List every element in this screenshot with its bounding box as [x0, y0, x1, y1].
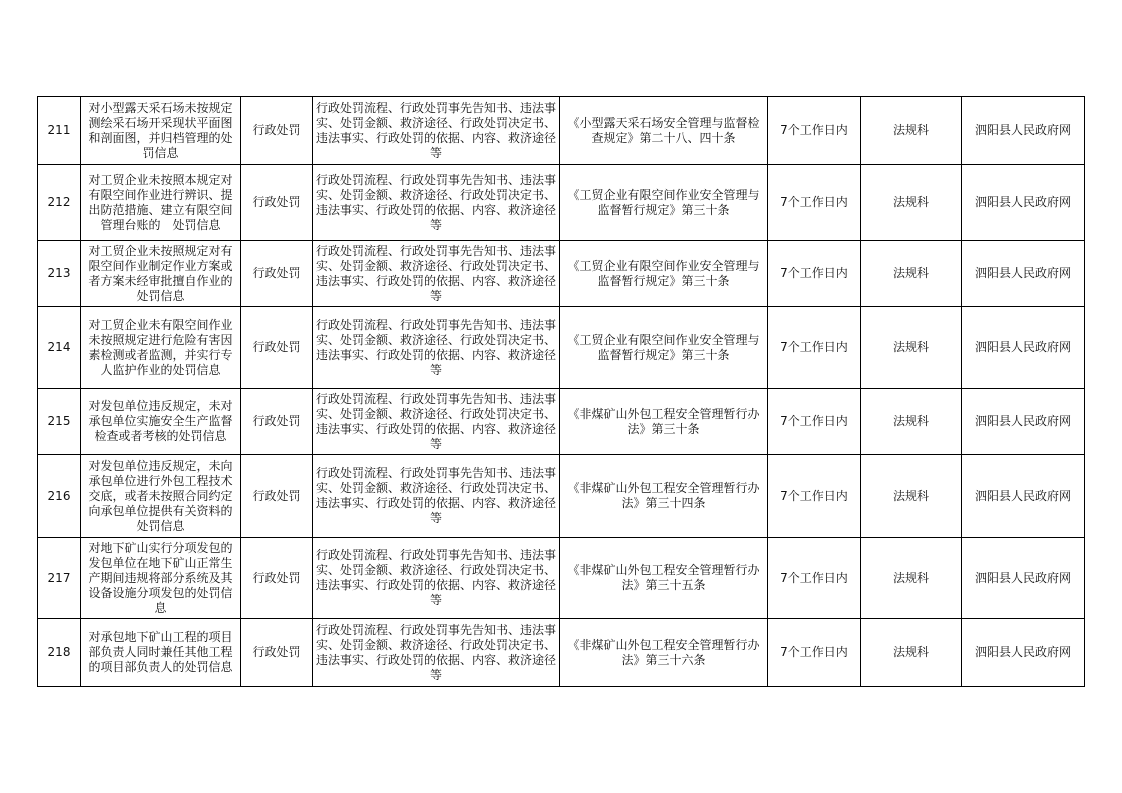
department-cell: 法规科 — [861, 619, 962, 687]
publish-site-cell: 泗阳县人民政府网 — [962, 97, 1085, 165]
row-number-cell: 218 — [38, 619, 81, 687]
category-cell: 行政处罚 — [241, 538, 313, 619]
legal-basis-cell: 《非煤矿山外包工程安全管理暂行办法》第三十四条 — [560, 455, 768, 538]
category-cell: 行政处罚 — [241, 389, 313, 455]
item-name-cell: 对承包地下矿山工程的项目部负责人同时兼任其他工程的项目部负责人的处罚信息 — [81, 619, 241, 687]
table-row — [38, 389, 1085, 455]
category-cell: 行政处罚 — [241, 455, 313, 538]
time-limit-cell: 7个工作日内 — [768, 165, 861, 241]
legal-basis-cell: 《工贸企业有限空间作业安全管理与监督暂行规定》第三十条 — [560, 241, 768, 307]
row-number-cell: 211 — [38, 97, 81, 165]
department-cell: 法规科 — [861, 538, 962, 619]
item-name-cell: 对发包单位违反规定，未向承包单位进行外包工程技术交底，或者未按照合同约定向承包单位提供有关资料的处罚信息 — [81, 455, 241, 538]
disclosure-content-cell: 行政处罚流程、行政处罚事先告知书、违法事实、处罚金额、救济途径、行政处罚决定书、违法事实、行政处罚的依据、内容、救济途径等 — [313, 307, 560, 389]
row-number-cell: 212 — [38, 165, 81, 241]
department-cell: 法规科 — [861, 241, 962, 307]
disclosure-content-cell: 行政处罚流程、行政处罚事先告知书、违法事实、处罚金额、救济途径、行政处罚决定书、违法事实、行政处罚的依据、内容、救济途径等 — [313, 241, 560, 307]
publish-site-cell: 泗阳县人民政府网 — [962, 389, 1085, 455]
time-limit-cell: 7个工作日内 — [768, 619, 861, 687]
row-number-cell: 214 — [38, 307, 81, 389]
disclosure-content-cell: 行政处罚流程、行政处罚事先告知书、违法事实、处罚金额、救济途径、行政处罚决定书、违法事实、行政处罚的依据、内容、救济途径等 — [313, 165, 560, 241]
disclosure-table — [37, 96, 1085, 687]
table-row — [38, 619, 1085, 687]
time-limit-cell: 7个工作日内 — [768, 307, 861, 389]
item-name-cell: 对小型露天采石场未按规定测绘采石场开采现状平面图和剖面图，并归档管理的处罚信息 — [81, 97, 241, 165]
row-number-cell: 215 — [38, 389, 81, 455]
table-row — [38, 165, 1085, 241]
category-cell: 行政处罚 — [241, 307, 313, 389]
category-cell: 行政处罚 — [241, 241, 313, 307]
legal-basis-cell: 《非煤矿山外包工程安全管理暂行办法》第三十条 — [560, 389, 768, 455]
disclosure-content-cell: 行政处罚流程、行政处罚事先告知书、违法事实、处罚金额、救济途径、行政处罚决定书、违法事实、行政处罚的依据、内容、救济途径等 — [313, 619, 560, 687]
item-name-cell: 对工贸企业未按照规定对有限空间作业制定作业方案或者方案未经审批擅自作业的处罚信息 — [81, 241, 241, 307]
item-name-cell: 对工贸企业未按照本规定对有限空间作业进行辨识、提出防范措施、建立有限空间管理台账的 处罚信息 — [81, 165, 241, 241]
disclosure-content-cell: 行政处罚流程、行政处罚事先告知书、违法事实、处罚金额、救济途径、行政处罚决定书、违法事实、行政处罚的依据、内容、救济途径等 — [313, 538, 560, 619]
item-name-cell: 对工贸企业未有限空间作业未按照规定进行危险有害因素检测或者监测，并实行专人监护作业的处罚信息 — [81, 307, 241, 389]
legal-basis-cell: 《工贸企业有限空间作业安全管理与监督暂行规定》第三十条 — [560, 307, 768, 389]
department-cell: 法规科 — [861, 307, 962, 389]
category-cell: 行政处罚 — [241, 619, 313, 687]
legal-basis-cell: 《小型露天采石场安全管理与监督检查规定》第二十八、四十条 — [560, 97, 768, 165]
department-cell: 法规科 — [861, 97, 962, 165]
time-limit-cell: 7个工作日内 — [768, 455, 861, 538]
legal-basis-cell: 《非煤矿山外包工程安全管理暂行办法》第三十五条 — [560, 538, 768, 619]
publish-site-cell: 泗阳县人民政府网 — [962, 455, 1085, 538]
row-number-cell: 216 — [38, 455, 81, 538]
time-limit-cell: 7个工作日内 — [768, 389, 861, 455]
department-cell: 法规科 — [861, 389, 962, 455]
publish-site-cell: 泗阳县人民政府网 — [962, 241, 1085, 307]
item-name-cell: 对发包单位违反规定，未对承包单位实施安全生产监督检查或者考核的处罚信息 — [81, 389, 241, 455]
publish-site-cell: 泗阳县人民政府网 — [962, 619, 1085, 687]
table-row — [38, 241, 1085, 307]
table-row — [38, 307, 1085, 389]
disclosure-content-cell: 行政处罚流程、行政处罚事先告知书、违法事实、处罚金额、救济途径、行政处罚决定书、违法事实、行政处罚的依据、内容、救济途径等 — [313, 389, 560, 455]
table-row — [38, 97, 1085, 165]
publish-site-cell: 泗阳县人民政府网 — [962, 307, 1085, 389]
table-row — [38, 455, 1085, 538]
row-number-cell: 217 — [38, 538, 81, 619]
row-number-cell: 213 — [38, 241, 81, 307]
category-cell: 行政处罚 — [241, 165, 313, 241]
item-name-cell: 对地下矿山实行分项发包的发包单位在地下矿山正常生产期间违规将部分系统及其设备设施分项发包的处罚信息 — [81, 538, 241, 619]
table-row — [38, 538, 1085, 619]
department-cell: 法规科 — [861, 165, 962, 241]
publish-site-cell: 泗阳县人民政府网 — [962, 538, 1085, 619]
time-limit-cell: 7个工作日内 — [768, 538, 861, 619]
time-limit-cell: 7个工作日内 — [768, 97, 861, 165]
legal-basis-cell: 《工贸企业有限空间作业安全管理与监督暂行规定》第三十条 — [560, 165, 768, 241]
disclosure-content-cell: 行政处罚流程、行政处罚事先告知书、违法事实、处罚金额、救济途径、行政处罚决定书、违法事实、行政处罚的依据、内容、救济途径等 — [313, 455, 560, 538]
category-cell: 行政处罚 — [241, 97, 313, 165]
disclosure-content-cell: 行政处罚流程、行政处罚事先告知书、违法事实、处罚金额、救济途径、行政处罚决定书、违法事实、行政处罚的依据、内容、救济途径等 — [313, 97, 560, 165]
department-cell: 法规科 — [861, 455, 962, 538]
publish-site-cell: 泗阳县人民政府网 — [962, 165, 1085, 241]
time-limit-cell: 7个工作日内 — [768, 241, 861, 307]
table-body — [38, 97, 1085, 687]
legal-basis-cell: 《非煤矿山外包工程安全管理暂行办法》第三十六条 — [560, 619, 768, 687]
